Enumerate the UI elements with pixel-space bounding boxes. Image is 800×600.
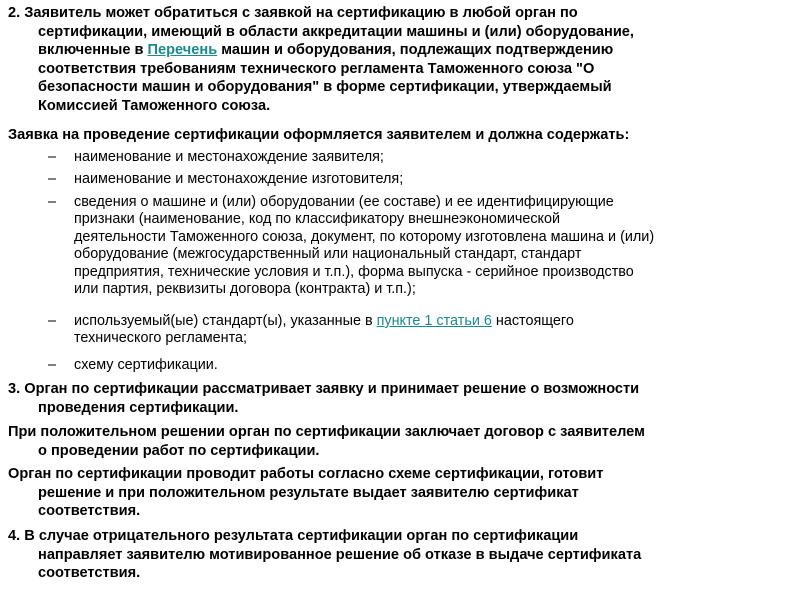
dash-marker: – (48, 194, 57, 210)
paragraph-4 (8, 527, 792, 583)
paragraph-2-line-3 (8, 41, 792, 60)
positive-decision-line-1: При положительном решении орган по сертификации заключает договор с заявителем (8, 424, 645, 440)
paragraph-3-line-1: 3. Орган по сертификации рассматривает заявку и принимает решение о возможности (8, 381, 640, 397)
list-item-line: или партия, реквизиты договора (контракта) и т.п.); (74, 281, 416, 298)
paragraph-2-line-3-start: включенные в (38, 42, 148, 59)
works-paragraph (8, 465, 792, 521)
list-item-line: технического регламента; (74, 330, 248, 347)
perechen-link[interactable]: Перечень (147, 42, 218, 59)
paragraph-3-line-2: проведения сертификации. (38, 399, 239, 416)
paragraph-4-line-3: соответствия. (38, 565, 141, 582)
paragraph-3 (8, 380, 792, 417)
list-item (48, 313, 796, 348)
list-item-line: оборудование (межгосударственный или национальный стандарт, стандарт (74, 246, 582, 263)
application-heading-text: Заявка на проведение сертификации оформляется заявителем и должна содержать: (8, 127, 630, 143)
paragraph-2-line-4: соответствия требованиям технического регламента Таможенного союза "О (38, 60, 595, 77)
list-item-line-end: настоящего (491, 313, 574, 329)
dash-marker: – (48, 171, 57, 187)
list-item-line-start: используемый(ые) стандарт(ы), указанные в (74, 313, 377, 329)
paragraph-2 (8, 4, 792, 116)
list-item-line: наименование и местонахождение заявителя; (74, 149, 384, 165)
paragraph-2-line-1: 2. Заявитель может обратиться с заявкой на сертификацию в любой орган по (8, 5, 578, 21)
list-item (48, 149, 796, 166)
application-heading (8, 126, 792, 145)
positive-decision-paragraph (8, 423, 792, 460)
dash-marker: – (48, 149, 57, 165)
works-line-1: Орган по сертификации проводит работы согласно схеме сертификации, готовит (8, 466, 604, 482)
list-item-line: наименование и местонахождение изготовителя; (74, 171, 404, 187)
dash-marker: – (48, 357, 57, 373)
paragraph-2-line-6: Комиссией Таможенного союза. (38, 97, 271, 114)
paragraph-2-line-5: безопасности машин и оборудования" в форме сертификации, утверждаемый (38, 79, 612, 96)
works-line-3: соответствия. (38, 503, 141, 520)
list-item-line: предприятия, технические условия и т.п.), форма выпуска - серийное производство (74, 263, 634, 280)
paragraph-4-line-1: 4. В случае отрицательного результата сертификации орган по сертификации (8, 528, 579, 544)
list-item-line: сведения о машине и (или) оборудовании (ее составе) и ее идентифицирующие (74, 194, 614, 210)
positive-decision-line-2: о проведении работ по сертификации. (38, 442, 320, 459)
article-6-point-1-link[interactable]: пункте 1 статьи 6 (376, 313, 492, 329)
list-item (48, 171, 796, 188)
list-item (48, 194, 796, 298)
works-line-2: решение и при положительном результате выдает заявителю сертификат (38, 484, 579, 501)
list-item-line: деятельности Таможенного союза, документ, по которому изготовлена машина и (или) (74, 228, 655, 245)
paragraph-4-line-2: направляет заявителю мотивированное решение об отказе в выдаче сертификата (38, 546, 642, 563)
paragraph-2-line-3-end: машин и оборудования, подлежащих подтверждению (217, 42, 614, 59)
paragraph-2-line-2: сертификации, имеющий в области аккредитации машины и (или) оборудование, (38, 23, 634, 40)
dash-marker: – (48, 313, 57, 329)
list-item-line: признаки (наименование, код по классификатору внешнеэкономической (74, 211, 561, 228)
list-item (48, 357, 796, 374)
list-item-line: схему сертификации. (74, 357, 218, 373)
list-item-line (48, 313, 796, 330)
